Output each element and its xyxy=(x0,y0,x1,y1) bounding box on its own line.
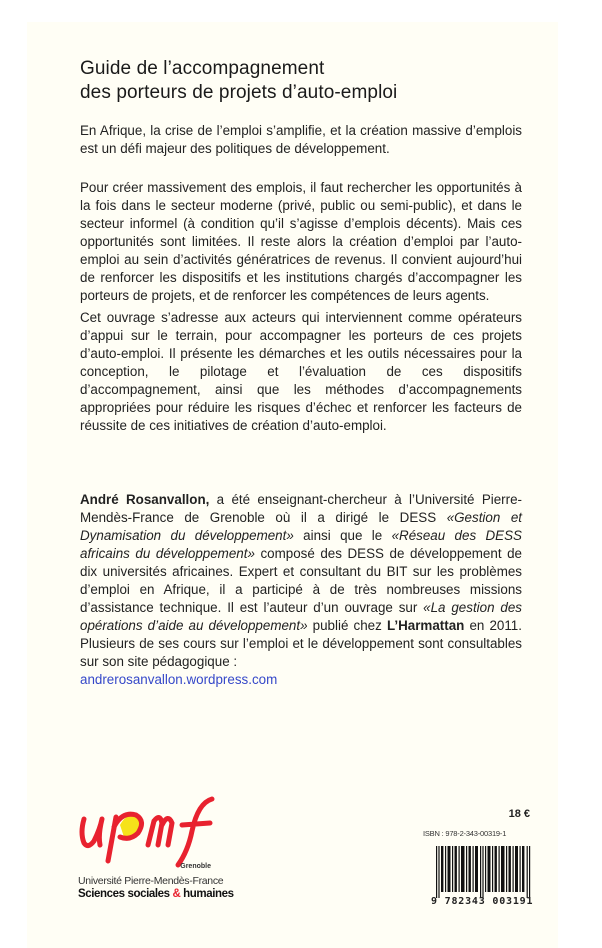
logo-university-name: Université Pierre-Mendès-France xyxy=(78,875,224,887)
audience-paragraph: Cet ouvrage s’adresse aux acteurs qui interviennent comme opérateurs d’appui sur le terrain, pour accompagner les porteurs de ces projets d’auto-emploi. Il présente les démarches et les outils nécessaires pour la conception, le pilotage et l’évaluation de ces dispositifs d’accompagnement, ainsi que les méthodes d’accompagnements appropriées pour réduire les risques d’échec et renforcer les facteurs de réussite de ces initiatives de création d’auto-emploi. xyxy=(80,310,522,433)
bio-dess-title: «Gestion et Dynamisation du développement» xyxy=(80,510,523,543)
book-title xyxy=(80,57,540,105)
bio-text-1: a été enseignant-chercheur à l’Université Pierre-Mendès-France de Grenoble où il a dirigé le DESS xyxy=(80,492,522,525)
book-title-line-1: Guide de l’accompagnement xyxy=(80,58,325,79)
barcode-digits: 9 782343 003191 xyxy=(431,896,534,907)
upmf-wordmark-icon xyxy=(78,795,238,870)
bio-text-3: composé des DESS de développement de dix universités africaines. Expert et consultant du BIT sur les problèmes d’emploi en Afrique, il a participé à de très nombreuses missions d’assistance technique. Il est l’auteur d’un ouvrage sur xyxy=(80,546,522,615)
publisher-name: L’Harmattan xyxy=(386,618,465,633)
logo-tagline-part-1: Sciences sociales xyxy=(78,888,173,900)
bio-text-4: publié chez xyxy=(307,618,387,633)
bio-book-title: «La gestion des opérations d’aide au développement» xyxy=(80,600,522,633)
logo-tagline-part-2: humaines xyxy=(180,888,234,900)
logo-ampersand: & xyxy=(172,888,181,900)
author-bio xyxy=(80,491,522,689)
bio-network-title: «Réseau des DESS africains du développement» xyxy=(80,528,522,561)
author-website-link[interactable]: andrerosanvallon.wordpress.com xyxy=(80,672,278,687)
isbn-label: ISBN : 978-2-343-00319-1 xyxy=(423,829,507,838)
bio-text-5: en 2011. Plusieurs de ses cours sur l’emploi et le développement sont consultables sur son site pédagogique : xyxy=(80,618,522,669)
logo-tagline xyxy=(78,888,234,900)
book-title-line-2: des porteurs de projets d’auto-emploi xyxy=(80,82,398,103)
barcode-icon xyxy=(436,846,531,898)
price-label: 18 € xyxy=(508,808,530,820)
bio-text-2: ainsi que le xyxy=(293,528,392,543)
upmf-logo xyxy=(78,795,238,910)
intro-paragraph: En Afrique, la crise de l’emploi s’amplifie, et la création massive d’emplois est un défi majeur des politiques de développement. xyxy=(80,123,522,156)
context-paragraph: Pour créer massivement des emplois, il faut rechercher les opportunités à la fois dans le secteur moderne (privé, public ou semi-public), et dans le secteur informel (à condition qu’il s’agisse d’emplois décents). Mais ces opportunités sont limitées. Il reste alors la création d’emploi par l’auto-emploi au sein d’activités génératrices de revenus. Il convient aujourd’hui de renforcer les dispositifs et les institutions chargés d’accompagner les porteurs de projets, et de renforcer les compétences de leurs agents. xyxy=(80,180,522,303)
author-name: André Rosanvallon, xyxy=(80,492,210,507)
logo-city: Grenoble xyxy=(180,863,211,870)
